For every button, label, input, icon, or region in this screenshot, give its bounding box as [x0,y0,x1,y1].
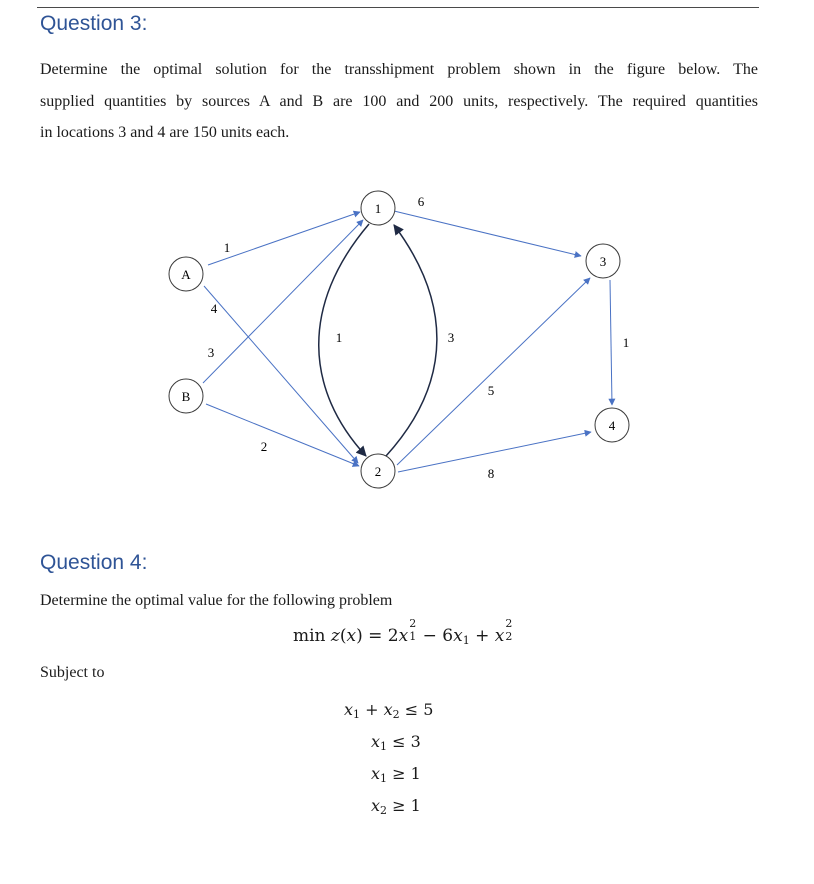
cost-B-2: 2 [260,439,268,454]
question-3-heading: Question 3: [40,12,148,35]
node-1-label: 1 [374,201,382,216]
node-2-label: 2 [374,464,382,479]
edge-2-3 [397,278,590,465]
cost-2-3: 5 [487,383,495,398]
cost-2-4: 8 [487,466,495,481]
node-A [169,257,203,291]
question-4-heading: Question 4: [40,551,148,574]
node-4-label: 4 [608,418,616,433]
subject-to-label: Subject to [40,664,105,681]
constraints-list [344,694,433,822]
objective-prefix: min z(x) = 2x [293,626,409,646]
node-B-label: B [181,389,191,404]
cost-B-1: 3 [207,345,215,360]
node-1 [361,191,395,225]
question-3-line-1: Determine the optimal solution for the transshipment problem shown in the figure below. The [40,61,758,78]
edge-2-4 [398,432,591,472]
cost-3-4: 1 [622,335,630,350]
constraint-3: $x_1 \ge 1$ [371,764,421,785]
edge-1-2-curve [319,224,369,456]
node-3 [586,244,620,278]
node-3-label: 3 [599,254,607,269]
cost-A-1: 1 [223,240,231,255]
question-3-line-3: in locations 3 and 4 are 150 units each. [40,124,290,141]
node-2 [361,454,395,488]
edge-1-3 [394,211,581,256]
constraint-1: $x_1 + x_2 \le 5$ [344,700,434,721]
node-A-label: A [181,267,191,282]
constraint-4: $x_2 \ge 1$ [371,796,421,817]
objective-function: min z(x) = 2x 2 1 − $6x_1 + x$ 2 2 [293,617,513,647]
node-B [169,379,203,413]
edge-3-4 [610,280,612,405]
edge-A-2 [204,286,358,463]
cost-A-2: 4 [210,301,218,316]
cost-1-3: 6 [417,194,425,209]
question-3-line-2: supplied quantities by sources A and B are 100 and 200 units, respectively. The required quantities [40,92,758,110]
edge-2-1-curve [386,225,437,456]
question-4-text: Determine the optimal value for the following problem [40,592,393,609]
edge-A-1 [208,212,360,265]
cost-1-2: 1 [335,330,343,345]
node-4 [595,408,629,442]
constraint-2: $x_1 \le 3$ [371,732,421,753]
cost-2-1: 3 [447,330,455,345]
